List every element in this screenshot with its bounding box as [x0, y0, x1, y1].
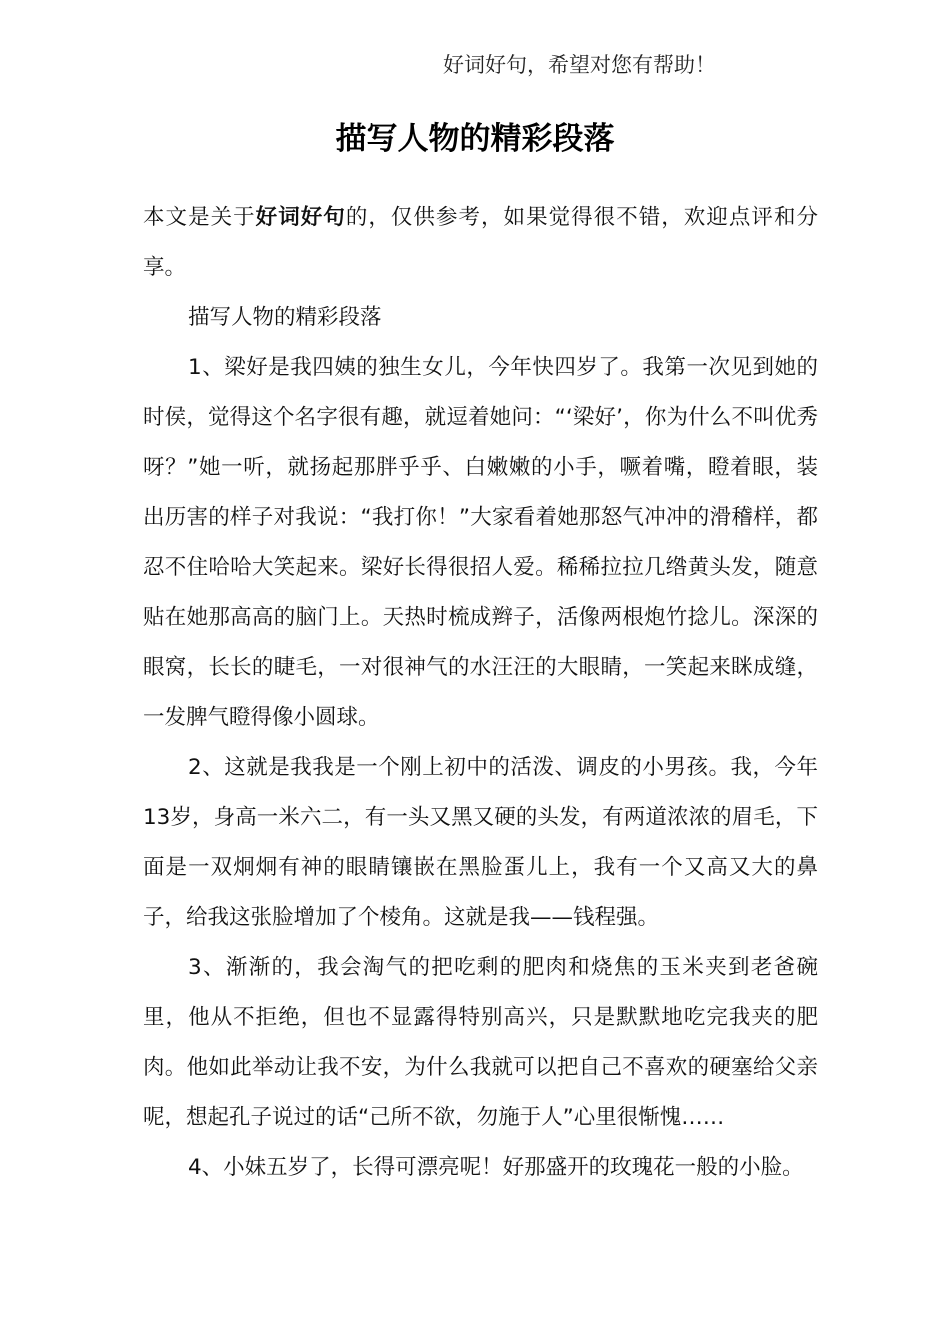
- paragraph-2: 2、这就是我我是一个刚上初中的活泼、调皮的小男孩。我，今年13岁，身高一米六二，有一头又黑又硬的头发，有两道浓浓的眉毛，下面是一双炯炯有神的眼睛镶嵌在黑脸蛋儿上，我有一个又高又大的鼻子，给我这张脸增加了个棱角。这就是我——钱程强。: [143, 755, 818, 930]
- intro-keyword-link: 好词好句: [255, 205, 346, 230]
- paragraph-1: 1、梁好是我四姨的独生女儿，今年快四岁了。我第一次见到她的时侯，觉得这个名字很有趣，就逗着她问：“‘梁好’，你为什么不叫优秀呀？”她一听，就扬起那胖乎乎、白嫩嫩的小手，噘着嘴，瞪着眼，装出历害的样子对我说：“我打你！”大家看着她那怒气冲冲的滑稽样，都忍不住哈哈大笑起来。梁好长得很招人爱。稀稀拉拉几绺黄头发，随意贴在她那高高的脑门上。天热时梳成辫子，活像两根炮竹捻儿。深深的眼窝，长长的睫毛，一对很神气的水汪汪的大眼睛，一笑起来眯成缝，一发脾气瞪得像小圆球。: [143, 355, 818, 730]
- paragraph-4: 4、小妹五岁了，长得可漂亮呢！好那盛开的玫瑰花一般的小脸。: [188, 1155, 804, 1180]
- section-subtitle: 描写人物的精彩段落: [188, 305, 382, 330]
- paragraph-3: 3、渐渐的，我会淘气的把吃剩的肥肉和烧焦的玉米夹到老爸碗里，他从不拒绝，但也不显露得特别高兴，只是默默地吃完我夹的肥肉。他如此举动让我不安，为什么我就可以把自己不喜欢的硬塞给父亲呢，想起孔子说过的话“己所不欲，勿施于人”心里很惭愧……: [143, 955, 818, 1130]
- intro-text-after: 的，仅供参考，如果觉得很不错，欢迎点评和分享。: [143, 205, 818, 280]
- header-note: 好词好句，希望对您有帮助！: [443, 53, 716, 77]
- document-body: [143, 193, 818, 1193]
- page-title: 描写人物的精彩段落: [335, 120, 615, 157]
- intro-paragraph: [143, 193, 818, 293]
- intro-text-before: 本文是关于: [143, 205, 256, 230]
